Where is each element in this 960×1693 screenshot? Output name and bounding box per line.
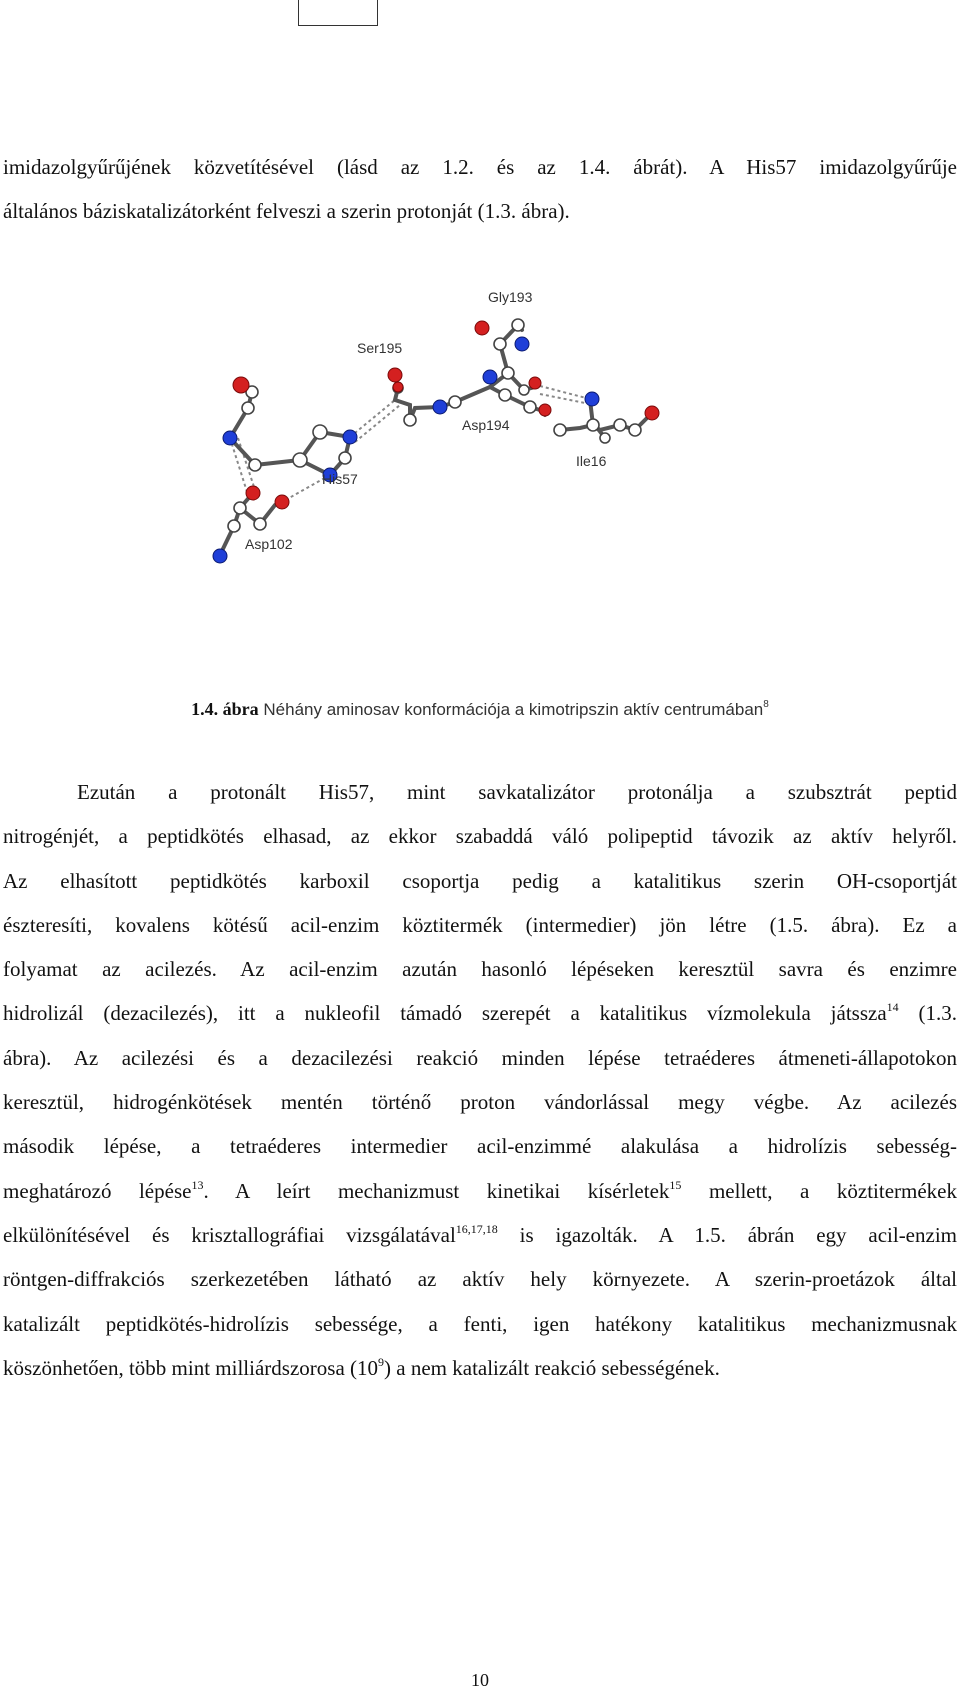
label-gly193: Gly193 bbox=[488, 289, 533, 305]
figure-caption bbox=[0, 699, 960, 720]
header-box bbox=[298, 0, 378, 26]
text-line: Az elhasított peptidkötés karboxil csoportja pedig a katalitikus szerin OH-csoportját bbox=[3, 868, 957, 893]
citation: 15 bbox=[669, 1177, 682, 1192]
text-line bbox=[3, 1169, 957, 1213]
text-segment: mellett, a köztitermékek bbox=[681, 1178, 958, 1203]
nitrogen-atoms bbox=[213, 337, 599, 563]
label-ile16: Ile16 bbox=[576, 453, 607, 469]
text-line: nitrogénjét, a peptidkötés elhasad, az ekkor szabaddá váló polipeptid távozik az aktív helyről. bbox=[3, 824, 957, 849]
label-ser195: Ser195 bbox=[357, 340, 403, 356]
text-segment: meghatározó lépése bbox=[3, 1178, 192, 1203]
page-number: 10 bbox=[471, 1670, 489, 1690]
citation: 16,17,18 bbox=[455, 1221, 498, 1236]
text-line: imidazolgyűrűjének közvetítésével (lásd az 1.2. és az 1.4. ábrát). A His57 imidazolgyűrűje bbox=[3, 155, 957, 179]
label-asp102: Asp102 bbox=[245, 536, 293, 552]
label-his57: His57 bbox=[322, 471, 358, 487]
text-line: keresztül, hidrogénkötések mentén történő proton vándorlással megy végbe. Az acilezés bbox=[3, 1090, 957, 1115]
caption-text: Néhány aminosav konformációja a kimotripszin aktív centrumában bbox=[258, 700, 764, 719]
text-line: ábra). Az acilezési és a dezacilezési reakció minden lépése tetraéderes átmeneti-állapotokon bbox=[3, 1045, 957, 1070]
text-line bbox=[3, 1213, 957, 1257]
text-line: Ezután a protonált His57, mint savkatalizátor protonálja a szubsztrát peptid bbox=[77, 780, 957, 804]
text-line: röntgen-diffrakciós szerkezetében látható az aktív hely környezete. A szerin-proetázok által bbox=[3, 1267, 957, 1292]
citation: 14 bbox=[886, 1000, 899, 1015]
text-segment: elkülönítésével és krisztallográfiai vizsgálatával bbox=[3, 1222, 456, 1247]
molecular-structure-figure bbox=[200, 280, 760, 620]
text-line bbox=[3, 1346, 957, 1390]
carbon-atoms bbox=[228, 319, 641, 532]
label-asp194: Asp194 bbox=[462, 417, 510, 433]
citation: 13 bbox=[191, 1177, 204, 1192]
oxygen-atoms bbox=[233, 321, 659, 509]
text-segment: . A leírt mechanizmust kinetikai kísérletek bbox=[203, 1178, 670, 1203]
text-segment: is igazolták. A 1.5. ábrán egy acil-enzim bbox=[497, 1222, 957, 1247]
text-segment: hidrolizál (dezacilezés), itt a nukleofil támadó szerepét a katalitikus vízmolekula játssza bbox=[3, 1001, 887, 1026]
text-line bbox=[3, 991, 957, 1035]
covalent-bonds bbox=[220, 325, 650, 555]
text-line: észteresíti, kovalens kötésű acil-enzim köztitermék (intermedier) jön létre (1.5. ábra). Ez a bbox=[3, 912, 957, 937]
text-line: katalizált peptidkötés-hidrolízis sebessége, a fenti, igen hatékony katalitikus mechanizmusnak bbox=[3, 1311, 957, 1336]
text-segment: ) a nem katalizált reakció sebességének. bbox=[384, 1355, 720, 1380]
text-segment: (1.3. bbox=[898, 1001, 957, 1026]
paragraph-main bbox=[3, 770, 957, 1390]
caption-number: 1.4. ábra bbox=[191, 699, 259, 719]
molecule-svg bbox=[200, 280, 760, 620]
superscript: 9 bbox=[378, 1354, 385, 1369]
text-line: folyamat az acilezés. Az acil-enzim azután hasonló lépéseken keresztül savra és enzimre bbox=[3, 957, 957, 982]
text-line: általános báziskatalizátorként felveszi a szerin protonját (1.3. ábra). bbox=[3, 199, 570, 223]
text-segment: köszönhetően, több mint milliárdszorosa (10 bbox=[3, 1355, 379, 1380]
caption-ref: 8 bbox=[763, 699, 769, 710]
paragraph-intro bbox=[3, 145, 957, 233]
text-line: második lépése, a tetraéderes intermedier acil-enzimmé alakulása a hidrolízis sebesség- bbox=[3, 1134, 957, 1159]
